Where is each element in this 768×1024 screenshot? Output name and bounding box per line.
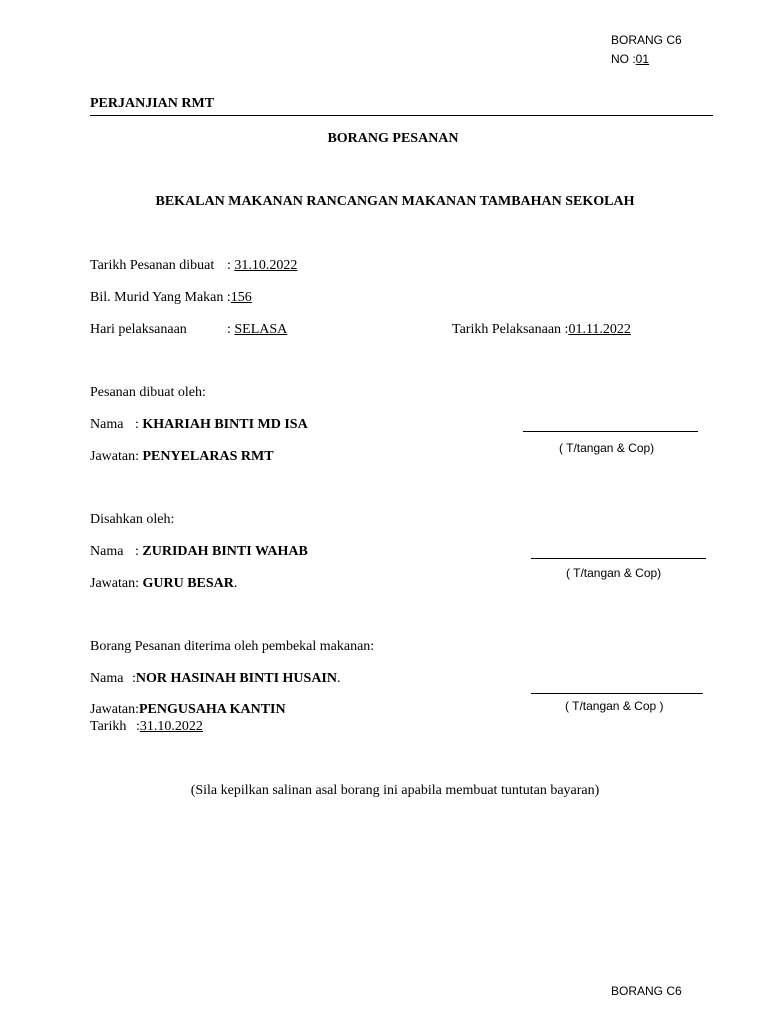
ordered-by-signature-caption: ( T/tangan & Cop) [559,441,655,455]
ordered-by-name [135,417,308,433]
received-by-position-label: Jawatan: [90,702,139,717]
received-by-position [90,702,286,718]
received-by-name-suffix: . [336,671,341,686]
approved-by-position-value: GURU BESAR [142,576,234,591]
ordered-by-name-label: Nama [90,417,124,432]
received-by-position-value: PENGUSAHA KANTIN [138,702,286,717]
received-date-sep: : [136,719,140,734]
approved-by-name-sep: : [135,544,143,559]
ordered-by-name-value: KHARIAH BINTI MD ISA [142,417,308,432]
approved-by-position-suffix: . [233,576,238,591]
approved-by-name [135,544,308,560]
student-count-value: 156 [230,290,252,305]
received-by-name-label: Nama [90,671,124,686]
order-date-value: 31.10.2022 [234,258,298,273]
ordered-by-position-label: Jawatan: [90,449,143,464]
document-subtitle: BEKALAN MAKANAN RANCANGAN MAKANAN TAMBAHAN SEKOLAH [155,194,635,209]
claim-note: (Sila kepilkan salinan asal borang ini apabila membuat tuntutan bayaran) [190,783,600,798]
implementation-date [452,322,631,338]
student-count [90,290,252,306]
received-by-name-value: NOR HASINAH BINTI HUSAIN [135,671,337,686]
ordered-by-position-value: PENYELARAS RMT [142,449,274,464]
order-date-label: Tarikh Pesanan dibuat [90,258,215,273]
implementation-day-label: Hari pelaksanaan [90,322,187,337]
implementation-day-value: SELASA [234,322,288,337]
footer-form-code: BORANG C6 [611,984,682,998]
ordered-by-signature-line [523,431,698,432]
ordered-by-position [90,449,274,465]
implementation-date-value: 01.11.2022 [568,322,631,337]
approved-by-position [90,576,237,592]
received-by-name [132,671,340,687]
form-number-value: 01 [635,52,650,66]
received-by-name-sep: : [132,671,136,686]
approved-by-position-label: Jawatan: [90,576,143,591]
form-code: BORANG C6 [611,33,682,47]
implementation-day-sep: : [227,322,235,337]
form-title: BORANG PESANAN [327,131,459,146]
order-date-sep: : [227,258,235,273]
approved-by-signature-line [531,558,706,559]
approved-by-heading: Disahkan oleh: [90,512,175,527]
implementation-day [227,322,287,338]
implementation-date-label: Tarikh Pelaksanaan : [452,322,569,337]
title-divider [90,115,713,116]
received-by-heading: Borang Pesanan diterima oleh pembekal makanan: [90,639,375,654]
ordered-by-heading: Pesanan dibuat oleh: [90,385,206,400]
approved-by-name-value: ZURIDAH BINTI WAHAB [142,544,308,559]
received-date-value: 31.10.2022 [139,719,203,734]
approved-by-signature-caption: ( T/tangan & Cop) [566,566,662,580]
received-by-signature-line [531,693,703,694]
agreement-title: PERJANJIAN RMT [90,96,215,111]
order-date [227,258,297,274]
ordered-by-name-sep: : [135,417,143,432]
student-count-label: Bil. Murid Yang Makan : [90,290,231,305]
received-date [136,719,203,735]
form-number-label: NO : [611,52,636,66]
received-by-signature-caption: ( T/tangan & Cop ) [565,699,664,713]
received-date-label: Tarikh [90,719,127,734]
form-number [611,52,649,66]
approved-by-name-label: Nama [90,544,124,559]
